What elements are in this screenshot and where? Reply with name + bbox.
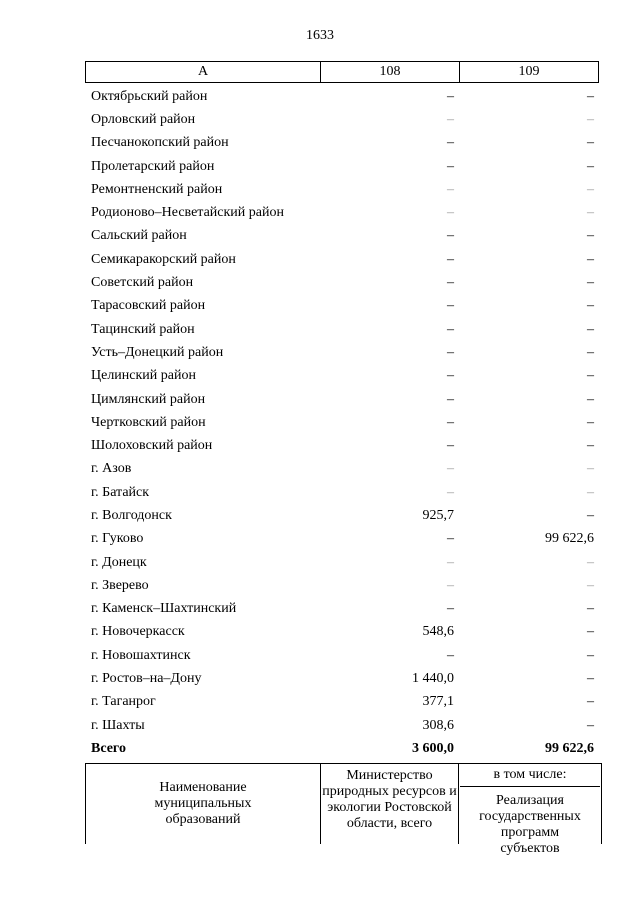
table-row — [85, 248, 599, 271]
row-name: Октябрьский район — [91, 88, 208, 104]
row-value-108: 548,6 — [422, 624, 454, 640]
row-value-109: – — [587, 88, 594, 104]
table-row — [85, 132, 599, 155]
header-municipality-text: Наименование муниципальных образований — [154, 780, 252, 827]
row-value-109: – — [587, 624, 594, 640]
total-label: Всего — [91, 740, 126, 756]
row-name: г. Батайск — [91, 484, 150, 500]
table-row — [85, 201, 599, 224]
row-value-109: – — [587, 251, 594, 267]
row-name: Целинский район — [91, 368, 196, 384]
row-value-108: – — [447, 531, 454, 547]
row-value-109: – — [587, 368, 594, 384]
row-name: Песчанокопский район — [91, 135, 229, 151]
row-value-109: – — [587, 647, 594, 663]
header-col-108: 108 — [321, 62, 460, 82]
total-row — [85, 737, 599, 760]
row-value-109: – — [587, 205, 594, 221]
row-value-109: – — [587, 391, 594, 407]
total-value-109: 99 622,6 — [545, 740, 594, 756]
row-value-109: – — [587, 158, 594, 174]
row-name: г. Донецк — [91, 554, 147, 570]
row-value-109: – — [587, 554, 594, 570]
row-value-108: – — [447, 601, 454, 617]
row-name: Усть–Донецкий район — [91, 344, 224, 360]
row-value-108: – — [447, 298, 454, 314]
row-value-108: – — [447, 135, 454, 151]
row-name: г. Волгодонск — [91, 507, 172, 523]
table-row — [85, 574, 599, 597]
row-name: г. Зверево — [91, 577, 149, 593]
row-value-108: – — [447, 438, 454, 454]
table-row — [85, 481, 599, 504]
row-name: г. Ростов–на–Дону — [91, 671, 202, 687]
row-name: г. Гуково — [91, 531, 144, 547]
table-row — [85, 528, 599, 551]
row-value-109: – — [587, 135, 594, 151]
row-value-108: – — [447, 251, 454, 267]
row-value-109: – — [587, 601, 594, 617]
row-name: г. Шахты — [91, 717, 145, 733]
row-name: Орловский район — [91, 111, 196, 127]
row-value-108: – — [447, 275, 454, 291]
row-value-108: – — [447, 554, 454, 570]
row-name: Цимлянский район — [91, 391, 206, 407]
row-value-109: – — [587, 321, 594, 337]
row-value-109: – — [587, 438, 594, 454]
table-row — [85, 411, 599, 434]
header-col-a: А — [86, 62, 321, 82]
row-value-108: – — [447, 368, 454, 384]
row-value-108: – — [447, 344, 454, 360]
row-value-108: 377,1 — [422, 694, 454, 710]
row-value-109: – — [587, 414, 594, 430]
row-value-109: 99 622,6 — [545, 531, 594, 547]
table-row — [85, 434, 599, 457]
header-municipality — [86, 764, 321, 844]
row-value-108: – — [447, 228, 454, 244]
table-row — [85, 85, 599, 108]
table-row — [85, 714, 599, 737]
row-value-109: – — [587, 111, 594, 127]
row-name: г. Новочеркасск — [91, 624, 185, 640]
row-value-109: – — [587, 507, 594, 523]
row-name: г. Новошахтинск — [91, 647, 191, 663]
row-value-108: – — [447, 88, 454, 104]
row-value-109: – — [587, 461, 594, 477]
row-name: Ремонтненский район — [91, 181, 223, 197]
row-value-108: – — [447, 205, 454, 221]
header-including-label: в том числе: — [460, 764, 600, 787]
row-name: г. Азов — [91, 461, 132, 477]
table-row — [85, 271, 599, 294]
header-col-109: 109 — [518, 64, 540, 79]
table-row — [85, 365, 599, 388]
row-value-108: – — [447, 577, 454, 593]
table-row — [85, 598, 599, 621]
row-value-108: 308,6 — [422, 717, 454, 733]
row-value-109: – — [587, 275, 594, 291]
row-value-109: – — [587, 484, 594, 500]
table-row — [85, 458, 599, 481]
row-value-108: – — [447, 321, 454, 337]
row-value-108: – — [447, 414, 454, 430]
row-value-108: – — [447, 461, 454, 477]
row-value-108: – — [447, 647, 454, 663]
table-row — [85, 551, 599, 574]
row-value-109: – — [587, 181, 594, 197]
table-body — [85, 85, 599, 761]
row-value-109: – — [587, 717, 594, 733]
row-value-109: – — [587, 344, 594, 360]
row-value-109: – — [587, 577, 594, 593]
row-value-109: – — [587, 694, 594, 710]
row-value-108: – — [447, 111, 454, 127]
table-row — [85, 178, 599, 201]
table-row — [85, 691, 599, 714]
row-name: г. Таганрог — [91, 694, 156, 710]
table-row — [85, 108, 599, 131]
row-value-108: – — [447, 484, 454, 500]
row-value-108: – — [447, 181, 454, 197]
header-including — [460, 764, 600, 856]
header-programs: Реализация государственных программ субъектов — [479, 793, 581, 856]
row-value-109: – — [587, 228, 594, 244]
table-row — [85, 341, 599, 364]
row-name: Тарасовский район — [91, 298, 206, 314]
row-name: Шолоховский район — [91, 438, 213, 454]
row-name: Пролетарский район — [91, 158, 215, 174]
total-value-108: 3 600,0 — [412, 740, 454, 756]
next-table-header — [85, 763, 602, 856]
table-row — [85, 155, 599, 178]
table-header — [85, 61, 599, 83]
row-value-108: – — [447, 158, 454, 174]
header-ministry: Министерство природных ресурсов и экологии Ростовской области, всего — [321, 764, 459, 844]
row-name: Тацинский район — [91, 321, 195, 337]
table-row — [85, 667, 599, 690]
row-value-108: – — [447, 391, 454, 407]
table-row — [85, 504, 599, 527]
row-name: Родионово–Несветайский район — [91, 205, 284, 221]
table-row — [85, 295, 599, 318]
row-name: Сальский район — [91, 228, 187, 244]
row-name: Чертковский район — [91, 414, 206, 430]
table-row — [85, 621, 599, 644]
table-row — [85, 388, 599, 411]
page-number: 1633 — [306, 28, 334, 43]
table-row — [85, 318, 599, 341]
row-value-108: 1 440,0 — [412, 671, 454, 687]
row-value-109: – — [587, 298, 594, 314]
row-name: г. Каменск–Шахтинский — [91, 601, 237, 617]
row-name: Семикаракорский район — [91, 251, 236, 267]
table-row — [85, 644, 599, 667]
table-row — [85, 225, 599, 248]
row-value-108: 925,7 — [422, 507, 454, 523]
row-value-109: – — [587, 671, 594, 687]
row-name: Советский район — [91, 275, 194, 291]
